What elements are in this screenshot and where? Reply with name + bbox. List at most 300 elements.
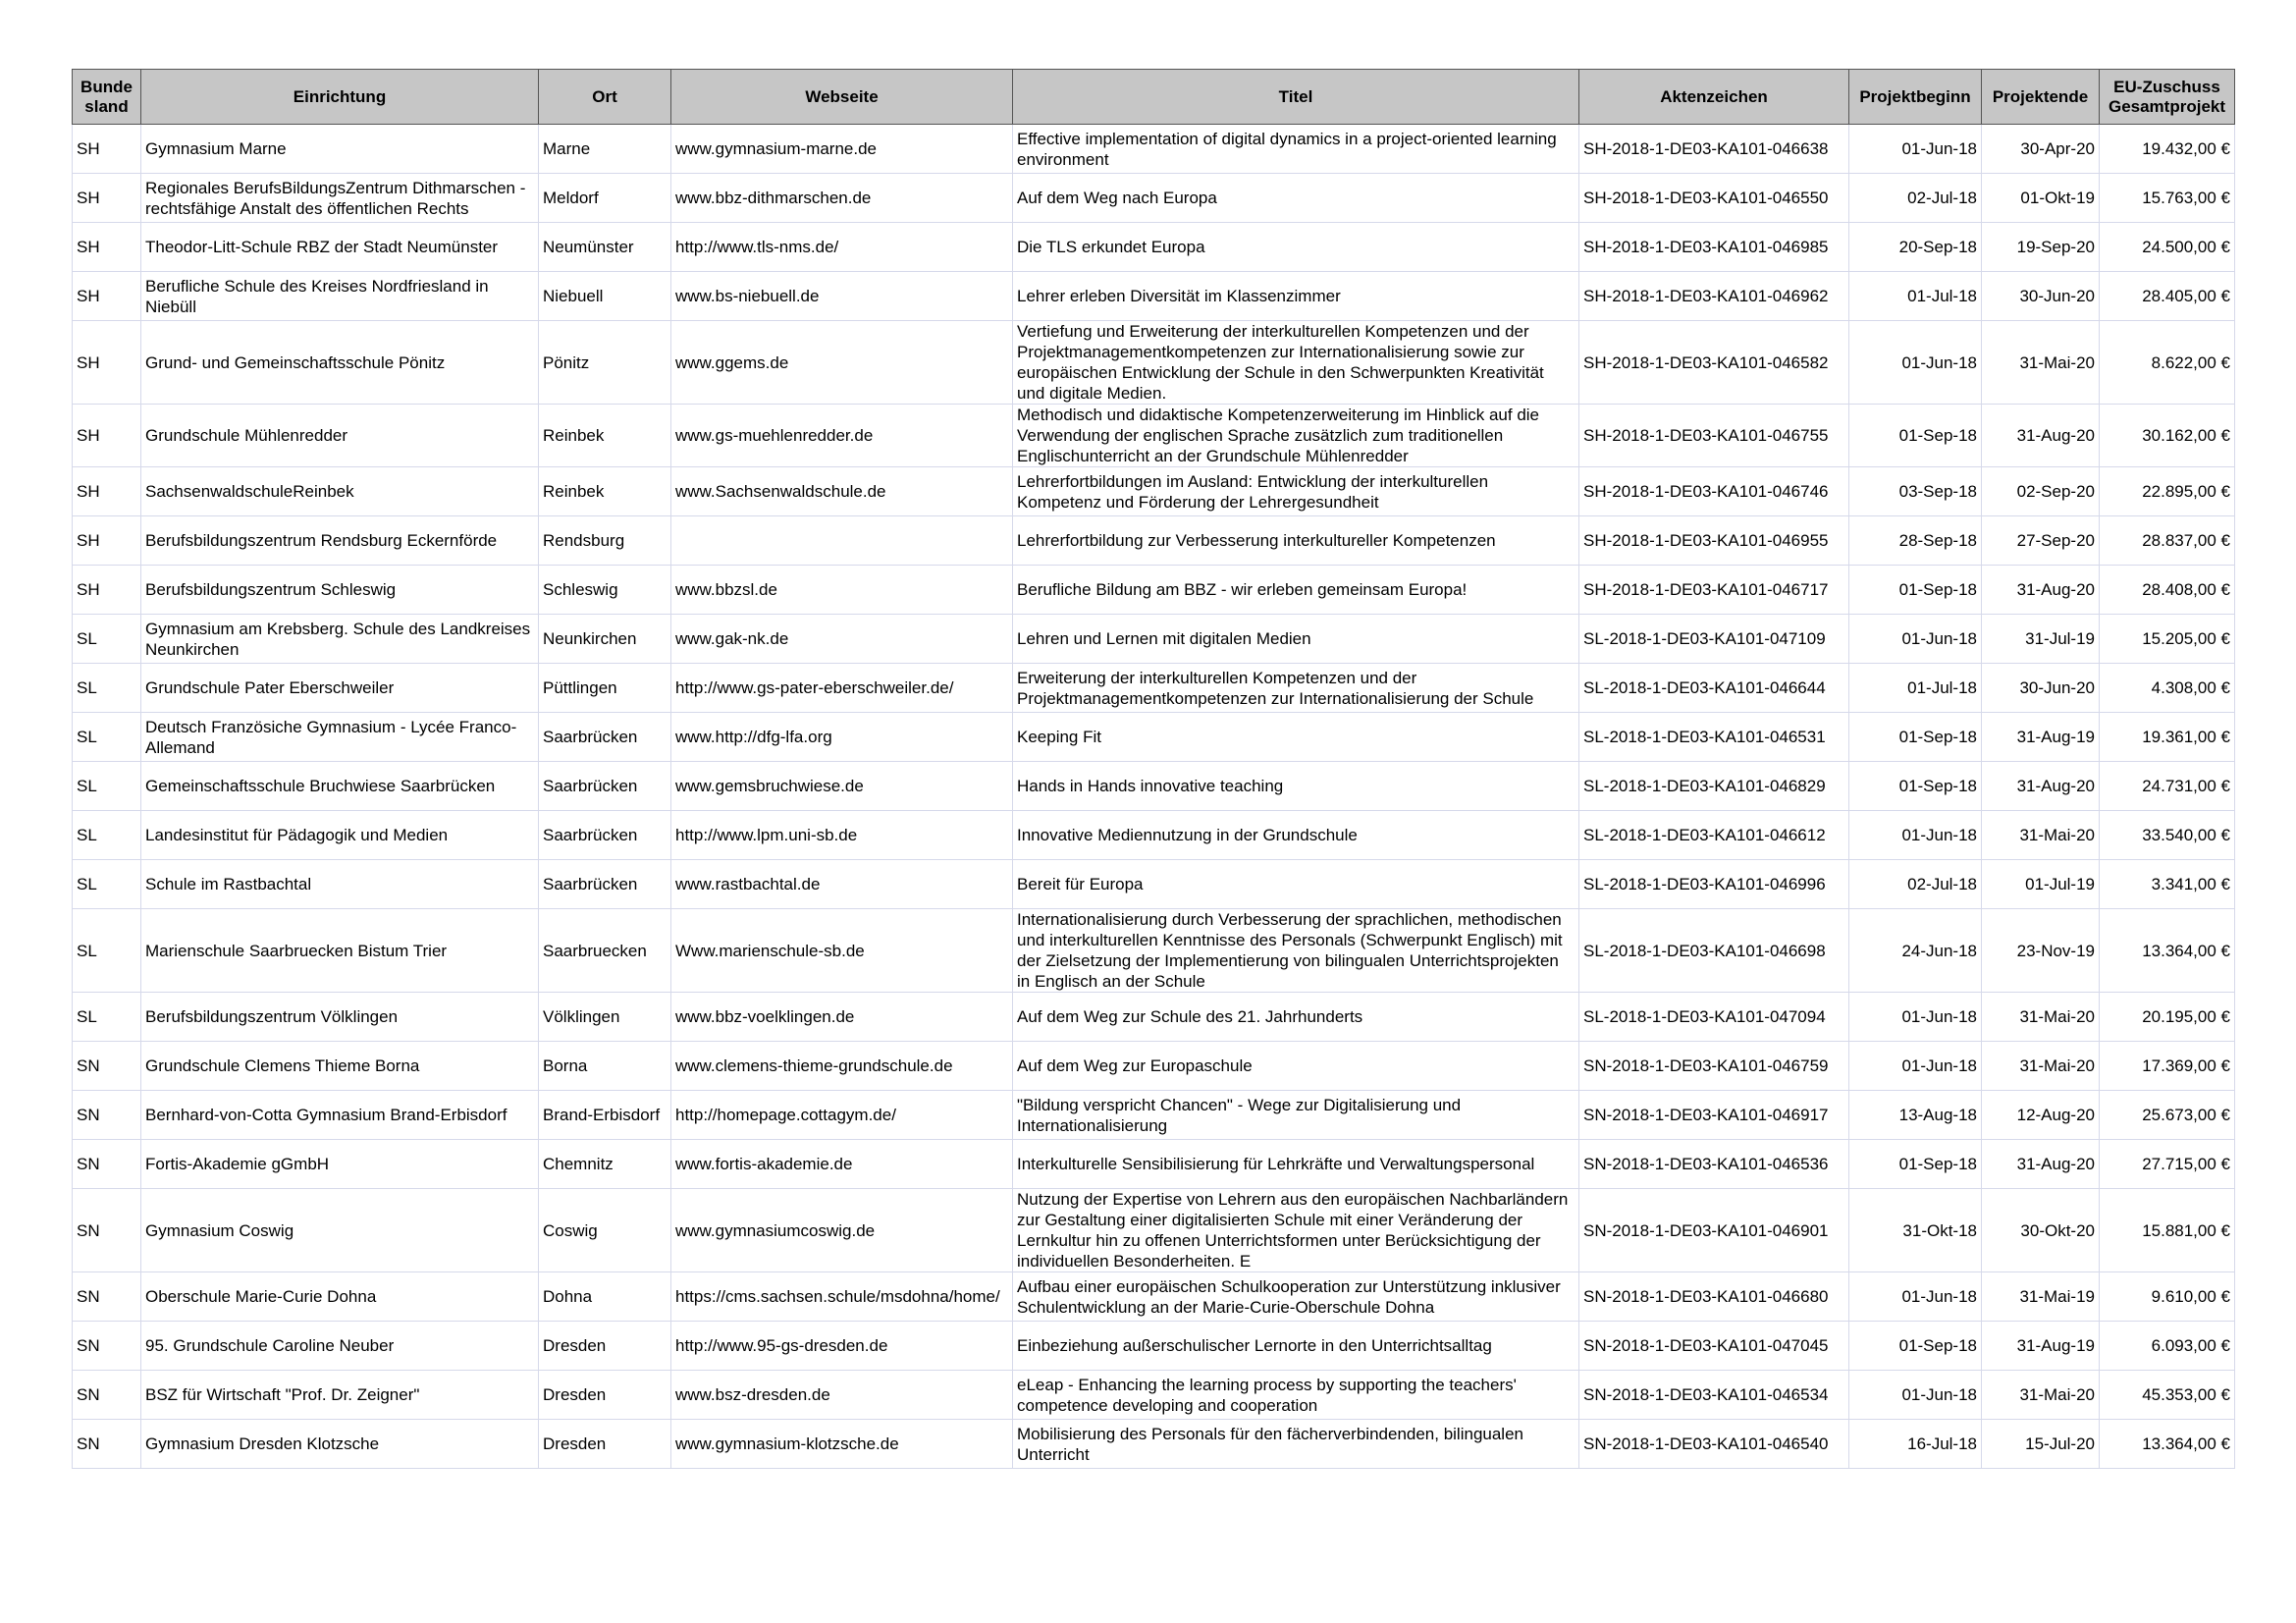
cell-projektbeginn bbox=[1849, 1420, 1982, 1469]
cell-zuschuss bbox=[2100, 615, 2235, 664]
cell-webseite bbox=[671, 664, 1013, 713]
cell-titel bbox=[1013, 516, 1579, 566]
cell-zuschuss-text: 9.610,00 € bbox=[2151, 1287, 2230, 1306]
cell-webseite-text: www.rastbachtal.de bbox=[675, 875, 821, 893]
cell-projektbeginn bbox=[1849, 860, 1982, 909]
cell-ort bbox=[539, 1091, 671, 1140]
cell-aktenzeichen bbox=[1579, 615, 1849, 664]
cell-ort bbox=[539, 993, 671, 1042]
cell-projektbeginn-text: 01-Sep-18 bbox=[1898, 1155, 1977, 1173]
table-row bbox=[73, 615, 2235, 664]
cell-zuschuss bbox=[2100, 1371, 2235, 1420]
cell-ort-text: Dresden bbox=[543, 1385, 607, 1404]
cell-projektbeginn bbox=[1849, 909, 1982, 993]
cell-webseite-text: www.Sachsenwaldschule.de bbox=[675, 482, 886, 501]
cell-einrichtung bbox=[141, 467, 539, 516]
cell-aktenzeichen bbox=[1579, 223, 1849, 272]
cell-bundesland bbox=[73, 811, 141, 860]
cell-projektende-text: 23-Nov-19 bbox=[2016, 941, 2095, 960]
cell-titel bbox=[1013, 566, 1579, 615]
cell-einrichtung bbox=[141, 1189, 539, 1272]
cell-aktenzeichen bbox=[1579, 1272, 1849, 1322]
cell-projektende bbox=[1982, 909, 2100, 993]
cell-projektende bbox=[1982, 811, 2100, 860]
cell-aktenzeichen-text: SH-2018-1-DE03-KA101-046985 bbox=[1583, 238, 1829, 256]
cell-einrichtung bbox=[141, 993, 539, 1042]
cell-titel bbox=[1013, 174, 1579, 223]
cell-ort-text: Brand-Erbisdorf bbox=[543, 1106, 661, 1124]
cell-ort bbox=[539, 467, 671, 516]
cell-webseite-text: http://www.95-gs-dresden.de bbox=[675, 1336, 888, 1355]
cell-titel-text: Vertiefung und Erweiterung der interkulturellen Kompetenzen und der Projektmanagementkompetenzen zur Internationalisierung sowie zur europäischen Entwicklung der Schule in den Schwerpunkten Kreativität und digitale Medien. bbox=[1017, 322, 1544, 403]
cell-ort bbox=[539, 615, 671, 664]
cell-bundesland-text: SH bbox=[77, 482, 100, 501]
cell-webseite-text: http://www.lpm.uni-sb.de bbox=[675, 826, 858, 844]
cell-ort-text: Saarbrücken bbox=[543, 875, 638, 893]
cell-aktenzeichen-text: SL-2018-1-DE03-KA101-046996 bbox=[1583, 875, 1826, 893]
cell-bundesland-text: SH bbox=[77, 139, 100, 158]
cell-projektende-text: 31-Mai-20 bbox=[2019, 1007, 2095, 1026]
cell-projektbeginn-text: 01-Sep-18 bbox=[1898, 1336, 1977, 1355]
cell-projektbeginn-text: 13-Aug-18 bbox=[1898, 1106, 1977, 1124]
cell-bundesland-text: SN bbox=[77, 1336, 100, 1355]
cell-projektbeginn-text: 01-Jun-18 bbox=[1901, 352, 1977, 372]
cell-ort-text: Reinbek bbox=[543, 426, 605, 445]
cell-titel-text: Mobilisierung des Personals für den fächerverbindenden, bilingualen Unterricht bbox=[1017, 1424, 1523, 1464]
cell-webseite-text: www.ggems.de bbox=[675, 352, 789, 372]
cell-bundesland bbox=[73, 993, 141, 1042]
cell-bundesland-text: SL bbox=[77, 875, 97, 893]
cell-zuschuss-text: 24.500,00 € bbox=[2142, 238, 2230, 256]
cell-webseite-text: http://homepage.cottagym.de/ bbox=[675, 1106, 896, 1124]
cell-projektende bbox=[1982, 1189, 2100, 1272]
cell-bundesland bbox=[73, 125, 141, 174]
table-body bbox=[73, 125, 2235, 1469]
cell-webseite bbox=[671, 1371, 1013, 1420]
table-row bbox=[73, 762, 2235, 811]
cell-webseite bbox=[671, 272, 1013, 321]
cell-projektbeginn-text: 01-Jun-18 bbox=[1901, 1287, 1977, 1306]
cell-einrichtung bbox=[141, 1042, 539, 1091]
cell-aktenzeichen-text: SN-2018-1-DE03-KA101-046901 bbox=[1583, 1220, 1829, 1240]
cell-projektbeginn bbox=[1849, 1371, 1982, 1420]
cell-zuschuss-text: 30.162,00 € bbox=[2142, 426, 2230, 445]
cell-bundesland-text: SN bbox=[77, 1106, 100, 1124]
cell-projektende bbox=[1982, 405, 2100, 467]
cell-zuschuss bbox=[2100, 713, 2235, 762]
cell-aktenzeichen-text: SH-2018-1-DE03-KA101-046638 bbox=[1583, 139, 1829, 158]
cell-aktenzeichen bbox=[1579, 566, 1849, 615]
table-row bbox=[73, 174, 2235, 223]
table-row bbox=[73, 909, 2235, 993]
cell-einrichtung-text: Grundschule Clemens Thieme Borna bbox=[145, 1056, 420, 1075]
cell-webseite-text: www.fortis-akademie.de bbox=[675, 1155, 853, 1173]
cell-projektbeginn bbox=[1849, 566, 1982, 615]
cell-bundesland bbox=[73, 1322, 141, 1371]
cell-projektbeginn bbox=[1849, 321, 1982, 405]
table-row bbox=[73, 223, 2235, 272]
cell-projektende-text: 19-Sep-20 bbox=[2016, 238, 2095, 256]
cell-zuschuss-text: 15.205,00 € bbox=[2142, 629, 2230, 648]
cell-bundesland-text: SH bbox=[77, 580, 100, 599]
cell-ort-text: Dohna bbox=[543, 1287, 593, 1306]
cell-ort bbox=[539, 223, 671, 272]
cell-zuschuss-text: 19.361,00 € bbox=[2142, 728, 2230, 746]
cell-projektbeginn-text: 01-Jul-18 bbox=[1907, 287, 1977, 305]
cell-ort-text: Dresden bbox=[543, 1434, 607, 1453]
cell-einrichtung bbox=[141, 1140, 539, 1189]
cell-titel bbox=[1013, 125, 1579, 174]
cell-zuschuss bbox=[2100, 321, 2235, 405]
cell-projektende bbox=[1982, 1042, 2100, 1091]
cell-titel-text: Bereit für Europa bbox=[1017, 875, 1144, 893]
cell-einrichtung bbox=[141, 1371, 539, 1420]
cell-webseite-text: www.bbzsl.de bbox=[675, 580, 777, 599]
cell-webseite-text: Www.marienschule-sb.de bbox=[675, 941, 865, 960]
cell-bundesland bbox=[73, 860, 141, 909]
cell-bundesland bbox=[73, 664, 141, 713]
cell-ort-text: Püttlingen bbox=[543, 678, 617, 697]
cell-projektbeginn bbox=[1849, 1272, 1982, 1322]
cell-webseite-text: http://www.gs-pater-eberschweiler.de/ bbox=[675, 678, 954, 697]
cell-aktenzeichen-text: SH-2018-1-DE03-KA101-046746 bbox=[1583, 482, 1829, 501]
cell-projektende-text: 27-Sep-20 bbox=[2016, 531, 2095, 550]
cell-aktenzeichen-text: SL-2018-1-DE03-KA101-046531 bbox=[1583, 728, 1826, 746]
cell-projektende bbox=[1982, 713, 2100, 762]
cell-einrichtung bbox=[141, 321, 539, 405]
cell-webseite bbox=[671, 516, 1013, 566]
cell-projektbeginn bbox=[1849, 467, 1982, 516]
table-row bbox=[73, 321, 2235, 405]
cell-ort bbox=[539, 174, 671, 223]
cell-projektende-text: 02-Sep-20 bbox=[2016, 482, 2095, 501]
cell-projektende-text: 31-Aug-20 bbox=[2016, 777, 2095, 795]
cell-projektende-text: 31-Mai-20 bbox=[2019, 1385, 2095, 1404]
cell-ort bbox=[539, 1371, 671, 1420]
cell-projektende bbox=[1982, 1420, 2100, 1469]
table-row bbox=[73, 272, 2235, 321]
cell-ort-text: Saarbruecken bbox=[543, 941, 647, 960]
table-row bbox=[73, 566, 2235, 615]
cell-einrichtung bbox=[141, 811, 539, 860]
cell-bundesland-text: SL bbox=[77, 678, 97, 697]
cell-bundesland-text: SL bbox=[77, 728, 97, 746]
table-row bbox=[73, 1322, 2235, 1371]
cell-zuschuss bbox=[2100, 516, 2235, 566]
cell-aktenzeichen bbox=[1579, 811, 1849, 860]
cell-projektende-text: 31-Aug-19 bbox=[2016, 728, 2095, 746]
cell-zuschuss bbox=[2100, 1272, 2235, 1322]
cell-projektende-text: 31-Mai-20 bbox=[2019, 352, 2095, 372]
cell-ort bbox=[539, 1189, 671, 1272]
cell-webseite-text: www.bbz-voelklingen.de bbox=[675, 1007, 855, 1026]
cell-webseite bbox=[671, 993, 1013, 1042]
cell-titel-text: Lehren und Lernen mit digitalen Medien bbox=[1017, 629, 1311, 648]
cell-aktenzeichen-text: SL-2018-1-DE03-KA101-047094 bbox=[1583, 1007, 1826, 1026]
cell-aktenzeichen-text: SL-2018-1-DE03-KA101-046829 bbox=[1583, 777, 1826, 795]
cell-einrichtung-text: Gymnasium am Krebsberg. Schule des Landkreises Neunkirchen bbox=[145, 619, 531, 659]
table-row bbox=[73, 1371, 2235, 1420]
cell-projektbeginn bbox=[1849, 615, 1982, 664]
cell-zuschuss-text: 28.408,00 € bbox=[2142, 580, 2230, 599]
cell-titel-text: Interkulturelle Sensibilisierung für Lehrkräfte und Verwaltungspersonal bbox=[1017, 1155, 1535, 1173]
cell-einrichtung-text: Marienschule Saarbruecken Bistum Trier bbox=[145, 941, 448, 960]
cell-bundesland bbox=[73, 615, 141, 664]
cell-projektende bbox=[1982, 762, 2100, 811]
cell-bundesland bbox=[73, 516, 141, 566]
cell-einrichtung bbox=[141, 1272, 539, 1322]
cell-projektbeginn-text: 01-Jul-18 bbox=[1907, 678, 1977, 697]
cell-aktenzeichen-text: SN-2018-1-DE03-KA101-046536 bbox=[1583, 1155, 1829, 1173]
cell-titel-text: Nutzung der Expertise von Lehrern aus den europäischen Nachbarländern zur Gestaltung einer digitalisierten Schule mit einer Veränderung der Lernkultur hin zu offenen Unterrichtsformen unter Berücksichtigung der individuellen Besonderheiten. E bbox=[1017, 1190, 1569, 1271]
cell-aktenzeichen bbox=[1579, 993, 1849, 1042]
cell-projektende-text: 31-Aug-20 bbox=[2016, 580, 2095, 599]
cell-projektbeginn-text: 01-Jun-18 bbox=[1901, 1385, 1977, 1404]
cell-zuschuss-text: 19.432,00 € bbox=[2142, 139, 2230, 158]
cell-webseite-text: www.gymnasium-marne.de bbox=[675, 139, 878, 158]
cell-titel bbox=[1013, 467, 1579, 516]
cell-aktenzeichen-text: SN-2018-1-DE03-KA101-046534 bbox=[1583, 1385, 1829, 1404]
cell-projektende-text: 15-Jul-20 bbox=[2025, 1434, 2095, 1453]
cell-aktenzeichen bbox=[1579, 174, 1849, 223]
cell-titel-text: Lehrerfortbildung zur Verbesserung interkultureller Kompetenzen bbox=[1017, 531, 1496, 550]
cell-zuschuss-text: 3.341,00 € bbox=[2151, 875, 2230, 893]
cell-webseite bbox=[671, 1322, 1013, 1371]
cell-ort-text: Saarbrücken bbox=[543, 826, 638, 844]
header-bundesland: Bunde sland bbox=[73, 70, 141, 125]
cell-ort-text: Schleswig bbox=[543, 580, 618, 599]
cell-titel bbox=[1013, 713, 1579, 762]
cell-ort-text: Reinbek bbox=[543, 482, 605, 501]
cell-bundesland bbox=[73, 467, 141, 516]
cell-projektbeginn bbox=[1849, 272, 1982, 321]
cell-einrichtung-text: Gemeinschaftsschule Bruchwiese Saarbrücken bbox=[145, 777, 496, 795]
table-row bbox=[73, 811, 2235, 860]
cell-aktenzeichen bbox=[1579, 1091, 1849, 1140]
cell-ort-text: Saarbrücken bbox=[543, 728, 638, 746]
cell-titel bbox=[1013, 1420, 1579, 1469]
cell-ort-text: Niebuell bbox=[543, 287, 604, 305]
cell-ort bbox=[539, 909, 671, 993]
cell-projektbeginn bbox=[1849, 1322, 1982, 1371]
cell-bundesland bbox=[73, 909, 141, 993]
cell-projektende bbox=[1982, 272, 2100, 321]
cell-webseite-text: www.gs-muehlenredder.de bbox=[675, 426, 874, 445]
cell-projektende bbox=[1982, 125, 2100, 174]
cell-einrichtung bbox=[141, 762, 539, 811]
table-row bbox=[73, 1140, 2235, 1189]
cell-projektbeginn bbox=[1849, 1091, 1982, 1140]
cell-einrichtung bbox=[141, 664, 539, 713]
cell-titel bbox=[1013, 1140, 1579, 1189]
cell-aktenzeichen bbox=[1579, 516, 1849, 566]
cell-projektbeginn-text: 24-Jun-18 bbox=[1901, 941, 1977, 960]
cell-webseite-text: www.gak-nk.de bbox=[675, 629, 789, 648]
cell-webseite-text: www.http://dfg-lfa.org bbox=[675, 728, 832, 746]
cell-einrichtung-text: Landesinstitut für Pädagogik und Medien bbox=[145, 826, 449, 844]
table-row bbox=[73, 860, 2235, 909]
cell-webseite bbox=[671, 467, 1013, 516]
cell-einrichtung-text: Grundschule Pater Eberschweiler bbox=[145, 678, 395, 697]
cell-ort-text: Dresden bbox=[543, 1336, 607, 1355]
cell-webseite-text: https://cms.sachsen.schule/msdohna/home/ bbox=[675, 1287, 1000, 1306]
cell-bundesland-text: SL bbox=[77, 826, 97, 844]
cell-projektende bbox=[1982, 664, 2100, 713]
cell-zuschuss-text: 6.093,00 € bbox=[2151, 1336, 2230, 1355]
cell-einrichtung bbox=[141, 566, 539, 615]
cell-einrichtung-text: 95. Grundschule Caroline Neuber bbox=[145, 1336, 395, 1355]
cell-webseite bbox=[671, 713, 1013, 762]
cell-projektbeginn bbox=[1849, 1140, 1982, 1189]
cell-webseite bbox=[671, 174, 1013, 223]
cell-projektbeginn bbox=[1849, 1042, 1982, 1091]
cell-projektbeginn bbox=[1849, 811, 1982, 860]
cell-zuschuss bbox=[2100, 993, 2235, 1042]
cell-projektbeginn bbox=[1849, 664, 1982, 713]
cell-projektende-text: 31-Mai-20 bbox=[2019, 826, 2095, 844]
cell-projektbeginn-text: 28-Sep-18 bbox=[1898, 531, 1977, 550]
cell-webseite bbox=[671, 566, 1013, 615]
cell-zuschuss-text: 45.353,00 € bbox=[2142, 1385, 2230, 1404]
cell-bundesland bbox=[73, 174, 141, 223]
table-row bbox=[73, 405, 2235, 467]
cell-projektende-text: 30-Jun-20 bbox=[2019, 678, 2095, 697]
cell-zuschuss-text: 28.837,00 € bbox=[2142, 531, 2230, 550]
cell-ort bbox=[539, 1042, 671, 1091]
cell-einrichtung-text: Oberschule Marie-Curie Dohna bbox=[145, 1287, 377, 1306]
cell-aktenzeichen-text: SH-2018-1-DE03-KA101-046755 bbox=[1583, 426, 1829, 445]
cell-titel-text: Keeping Fit bbox=[1017, 728, 1101, 746]
cell-aktenzeichen-text: SN-2018-1-DE03-KA101-046917 bbox=[1583, 1106, 1829, 1124]
cell-projektende bbox=[1982, 993, 2100, 1042]
table-row bbox=[73, 1091, 2235, 1140]
cell-bundesland bbox=[73, 223, 141, 272]
cell-projektende-text: 31-Jul-19 bbox=[2025, 629, 2095, 648]
table-row bbox=[73, 664, 2235, 713]
cell-titel bbox=[1013, 762, 1579, 811]
cell-ort-text: Meldorf bbox=[543, 189, 599, 207]
cell-ort-text: Coswig bbox=[543, 1220, 598, 1240]
cell-projektende-text: 31-Aug-20 bbox=[2016, 426, 2095, 445]
cell-titel-text: Auf dem Weg nach Europa bbox=[1017, 189, 1217, 207]
cell-zuschuss-text: 33.540,00 € bbox=[2142, 826, 2230, 844]
cell-projektbeginn bbox=[1849, 223, 1982, 272]
cell-bundesland-text: SH bbox=[77, 531, 100, 550]
cell-einrichtung bbox=[141, 860, 539, 909]
cell-einrichtung-text: Regionales BerufsBildungsZentrum Dithmarschen - rechtsfähige Anstalt des öffentlichen Rechts bbox=[145, 178, 526, 218]
cell-webseite bbox=[671, 1042, 1013, 1091]
cell-webseite-text: www.gymnasiumcoswig.de bbox=[675, 1220, 876, 1240]
cell-aktenzeichen-text: SN-2018-1-DE03-KA101-046759 bbox=[1583, 1056, 1829, 1075]
cell-aktenzeichen-text: SH-2018-1-DE03-KA101-046717 bbox=[1583, 580, 1829, 599]
cell-projektende-text: 12-Aug-20 bbox=[2016, 1106, 2095, 1124]
cell-zuschuss-text: 20.195,00 € bbox=[2142, 1007, 2230, 1026]
cell-zuschuss bbox=[2100, 1420, 2235, 1469]
cell-webseite bbox=[671, 125, 1013, 174]
cell-webseite bbox=[671, 405, 1013, 467]
cell-aktenzeichen-text: SL-2018-1-DE03-KA101-046612 bbox=[1583, 826, 1826, 844]
grants-table bbox=[72, 69, 2235, 1469]
cell-webseite-text: www.gemsbruchwiese.de bbox=[675, 777, 864, 795]
cell-titel-text: Auf dem Weg zur Schule des 21. Jahrhunderts bbox=[1017, 1007, 1363, 1026]
cell-bundesland-text: SH bbox=[77, 287, 100, 305]
cell-bundesland-text: SN bbox=[77, 1056, 100, 1075]
cell-einrichtung bbox=[141, 615, 539, 664]
table-row bbox=[73, 1189, 2235, 1272]
cell-ort-text: Rendsburg bbox=[543, 531, 625, 550]
cell-zuschuss-text: 13.364,00 € bbox=[2142, 1434, 2230, 1453]
cell-bundesland bbox=[73, 405, 141, 467]
cell-titel bbox=[1013, 909, 1579, 993]
cell-titel-text: Erweiterung der interkulturellen Kompetenzen und der Projektmanagementkompetenzen zur Internationalisierung der Schule bbox=[1017, 668, 1534, 708]
cell-bundesland bbox=[73, 762, 141, 811]
cell-bundesland bbox=[73, 1371, 141, 1420]
cell-titel-text: Methodisch und didaktische Kompetenzerweiterung im Hinblick auf die Verwendung der englischen Sprache zusätzlich zum traditionellen Englischunterricht an der Grundschule Mühlenredder bbox=[1017, 406, 1540, 465]
cell-titel bbox=[1013, 1042, 1579, 1091]
cell-aktenzeichen bbox=[1579, 860, 1849, 909]
cell-projektende bbox=[1982, 516, 2100, 566]
table-row bbox=[73, 1420, 2235, 1469]
cell-titel bbox=[1013, 1371, 1579, 1420]
cell-aktenzeichen bbox=[1579, 1140, 1849, 1189]
cell-bundesland bbox=[73, 272, 141, 321]
cell-titel bbox=[1013, 615, 1579, 664]
cell-zuschuss-text: 25.673,00 € bbox=[2142, 1106, 2230, 1124]
cell-ort bbox=[539, 125, 671, 174]
cell-projektende bbox=[1982, 1091, 2100, 1140]
cell-ort bbox=[539, 321, 671, 405]
cell-webseite bbox=[671, 860, 1013, 909]
cell-bundesland-text: SN bbox=[77, 1434, 100, 1453]
cell-webseite bbox=[671, 321, 1013, 405]
cell-ort bbox=[539, 713, 671, 762]
cell-aktenzeichen-text: SL-2018-1-DE03-KA101-047109 bbox=[1583, 629, 1826, 648]
cell-aktenzeichen-text: SH-2018-1-DE03-KA101-046955 bbox=[1583, 531, 1829, 550]
cell-einrichtung bbox=[141, 125, 539, 174]
cell-einrichtung bbox=[141, 909, 539, 993]
cell-bundesland bbox=[73, 1272, 141, 1322]
cell-projektbeginn bbox=[1849, 993, 1982, 1042]
cell-bundesland-text: SN bbox=[77, 1287, 100, 1306]
cell-bundesland-text: SL bbox=[77, 941, 97, 960]
cell-titel-text: eLeap - Enhancing the learning process by supporting the teachers' competence developing and cooperation bbox=[1017, 1375, 1517, 1415]
cell-zuschuss bbox=[2100, 811, 2235, 860]
cell-projektende-text: 30-Okt-20 bbox=[2020, 1220, 2095, 1240]
cell-webseite-text: www.bsz-dresden.de bbox=[675, 1385, 830, 1404]
cell-aktenzeichen bbox=[1579, 664, 1849, 713]
cell-einrichtung bbox=[141, 272, 539, 321]
cell-webseite-text: www.bs-niebuell.de bbox=[675, 287, 820, 305]
cell-einrichtung bbox=[141, 1322, 539, 1371]
cell-aktenzeichen bbox=[1579, 321, 1849, 405]
cell-zuschuss bbox=[2100, 762, 2235, 811]
cell-zuschuss-text: 22.895,00 € bbox=[2142, 482, 2230, 501]
cell-zuschuss bbox=[2100, 125, 2235, 174]
cell-aktenzeichen-text: SL-2018-1-DE03-KA101-046698 bbox=[1583, 941, 1826, 960]
cell-webseite bbox=[671, 223, 1013, 272]
cell-projektende bbox=[1982, 321, 2100, 405]
cell-projektende bbox=[1982, 1322, 2100, 1371]
cell-einrichtung-text: Berufsbildungszentrum Schleswig bbox=[145, 580, 397, 599]
cell-zuschuss bbox=[2100, 664, 2235, 713]
cell-projektbeginn-text: 01-Jun-18 bbox=[1901, 826, 1977, 844]
cell-ort bbox=[539, 811, 671, 860]
cell-ort bbox=[539, 1322, 671, 1371]
cell-einrichtung-text: Schule im Rastbachtal bbox=[145, 875, 312, 893]
cell-bundesland-text: SH bbox=[77, 352, 100, 372]
table-row bbox=[73, 516, 2235, 566]
cell-aktenzeichen bbox=[1579, 1420, 1849, 1469]
